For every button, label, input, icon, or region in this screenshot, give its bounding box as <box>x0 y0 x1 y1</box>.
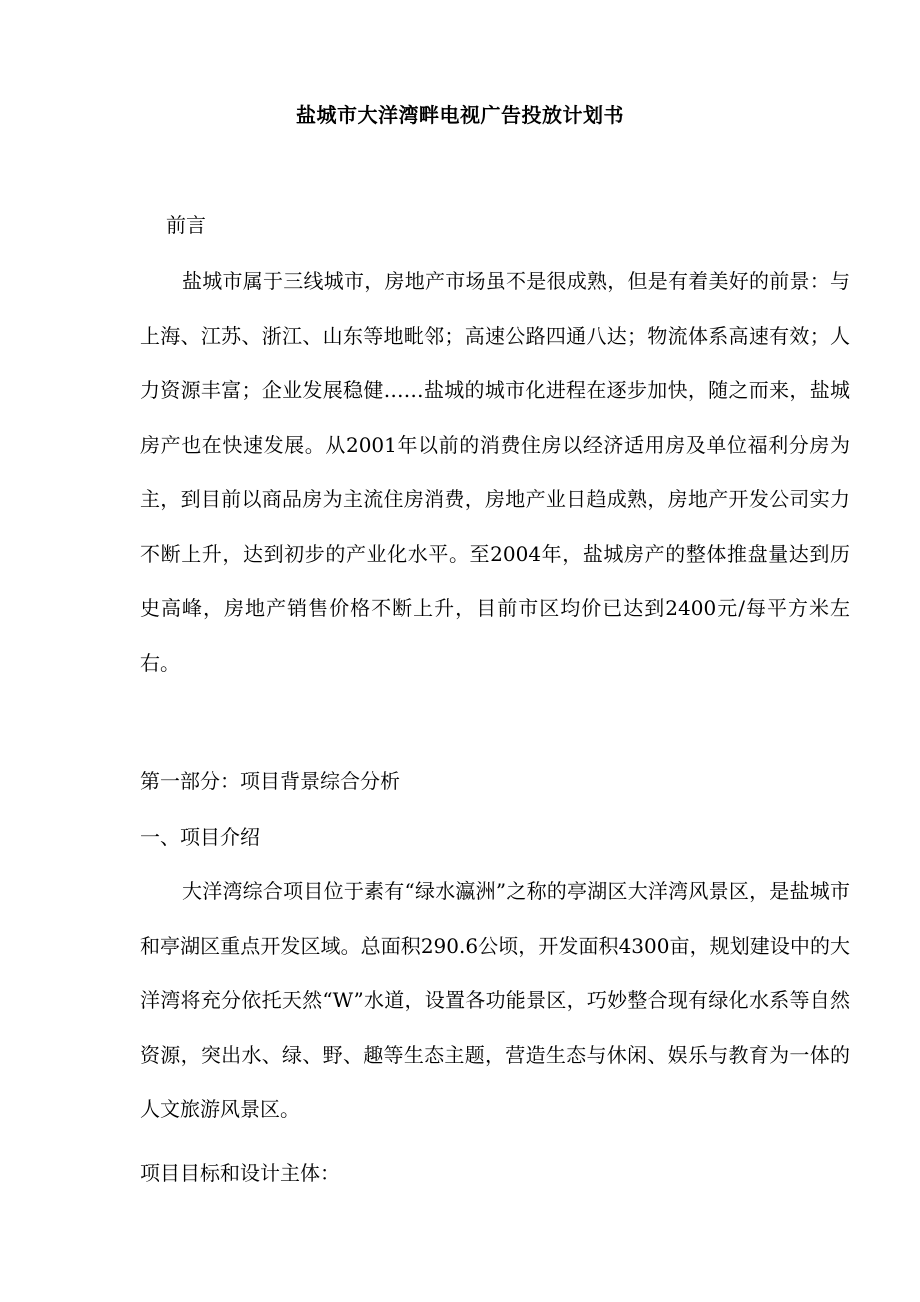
goals-heading: 项目目标和设计主体： <box>140 1161 340 1185</box>
section1-paragraph: 大洋湾综合项目位于素有“绿水瀛洲”之称的亭湖区大洋湾风景区，是盐城市和亭湖区重点开发区域。总面积290.6公顷，开发面积4300亩，规划建设中的大洋湾将充分依托天然“W”水道，设置各功能景区，巧妙整合现有绿化水系等自然资源，突出水、绿、野、趣等生态主题，营造生态与休闲、娱乐与教育为一体的人文旅游风景区。 <box>140 879 850 1121</box>
document-title: 盐城市大洋湾畔电视广告投放计划书 <box>296 103 624 127</box>
preface-paragraph: 盐城市属于三线城市，房地产市场虽不是很成熟，但是有着美好的前景：与上海、江苏、浙江、山东等地毗邻；高速公路四通八达；物流体系高速有效；人力资源丰富；企业发展稳健……盐城的城市化进程在逐步加快，随之而来，盐城房产也在快速发展。从2001年以前的消费住房以经济适用房及单位福利分房为主，到目前以商品房为主流住房消费，房地产业日趋成熟，房地产开发公司实力不断上升，达到初步的产业化水平。至2004年，盐城房产的整体推盘量达到历史高峰，房地产销售价格不断上升，目前市区均价已达到2400元/每平方米左右。 <box>140 269 850 675</box>
preface-heading: 前言 <box>166 213 206 237</box>
section1-heading: 一、项目介绍 <box>140 825 260 849</box>
part1-heading: 第一部分：项目背景综合分析 <box>140 769 400 793</box>
